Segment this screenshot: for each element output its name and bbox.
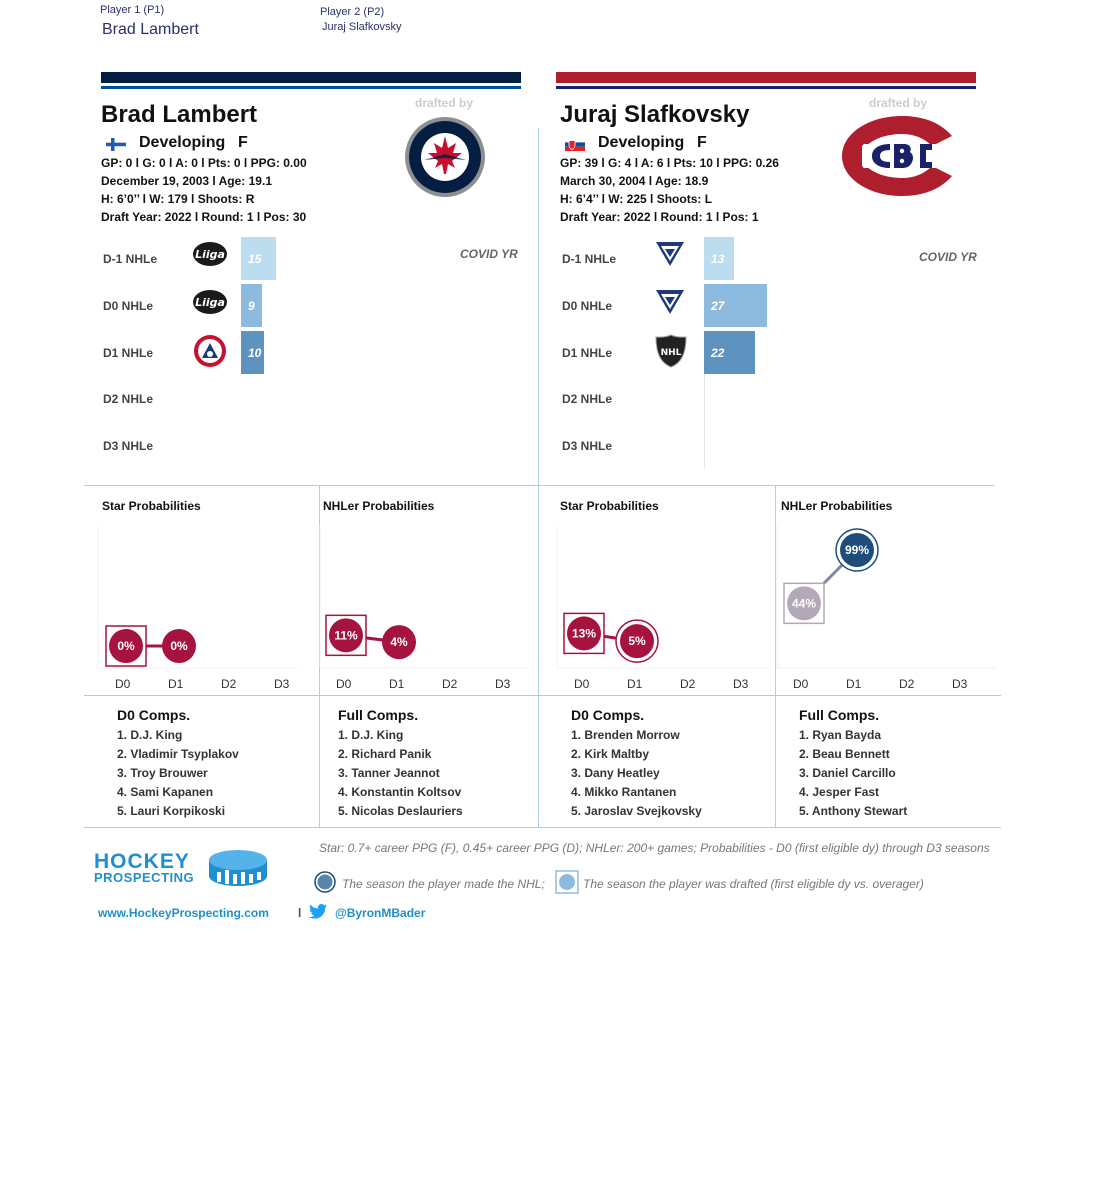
p1-nhler-point-D0 <box>326 615 366 655</box>
axis-tick: D1 <box>389 677 405 691</box>
comp-item: 1. D.J. King <box>338 728 404 742</box>
axis-tick: D1 <box>846 677 862 691</box>
section-divider <box>84 827 1001 828</box>
comps-title: Full Comps. <box>338 707 419 723</box>
p2-full-comps <box>799 707 907 821</box>
p1-name: Brad Lambert <box>101 101 258 128</box>
p1-nhler-point-D1 <box>382 625 416 659</box>
axis-tick: D2 <box>899 677 915 691</box>
axis-tick: D1 <box>168 677 184 691</box>
comps-title: D0 Comps. <box>571 707 645 723</box>
p1-covid-label: COVID YR <box>460 247 518 261</box>
brand-name-bottom: PROSPECTING <box>94 870 195 885</box>
axis-tick: D3 <box>495 677 511 691</box>
p1-nhle-bar-value: 10 <box>248 345 262 360</box>
comp-item: 3. Tanner Jeannot <box>338 766 440 780</box>
drafted-legend-icon <box>555 870 579 894</box>
p2-star-point-D0 <box>564 613 604 653</box>
made-nhl-legend-icon <box>314 871 336 893</box>
p1-full-comps <box>338 707 463 821</box>
p1-nhler-label: 4% <box>390 635 408 650</box>
p2-drafted-by: drafted by <box>869 96 928 110</box>
p1-nhle-row-label: D1 NHLe <box>103 346 154 360</box>
p1-star-title: Star Probabilities <box>102 499 201 513</box>
comp-item: 3. Daniel Carcillo <box>799 766 896 780</box>
p1-position: F <box>238 134 248 151</box>
legend-made-nhl: The season the player made the NHL; <box>342 877 545 891</box>
p1-nhle-row-label: D3 NHLe <box>103 439 154 453</box>
p2-birth-age: March 30, 2004 l Age: 18.9 <box>560 174 709 188</box>
p1-nhler-label: 11% <box>334 628 358 643</box>
p2-status: Developing <box>598 134 685 151</box>
p2-d0-comps <box>571 707 702 821</box>
player2-selector-label: Player 2 (P2) <box>320 6 385 18</box>
comps-title: D0 Comps. <box>117 707 191 723</box>
p2-nhler-label: 44% <box>791 596 817 611</box>
p1-nhle-bar-value: 15 <box>248 251 262 266</box>
website-link[interactable]: www.HockeyProspecting.com <box>98 906 269 920</box>
axis-tick: D0 <box>793 677 809 691</box>
brand-name-top: HOCKEY <box>94 850 190 873</box>
comp-item: 4. Sami Kapanen <box>117 785 214 799</box>
axis-tick: D2 <box>221 677 237 691</box>
axis-tick: D3 <box>733 677 749 691</box>
p2-nhle-row-label: D-1 NHLe <box>562 252 617 266</box>
comp-item: 2. Vladimir Tsyplakov <box>117 747 239 761</box>
p1-status: Developing <box>139 134 226 151</box>
comp-item: 2. Richard Panik <box>338 747 432 761</box>
legend-drafted: The season the player was drafted (first eligible dy vs. overager) <box>583 877 924 891</box>
p1-star-label: 0% <box>170 639 188 653</box>
p2-nhler-point-D0 <box>784 583 824 623</box>
p2-position: F <box>697 134 707 151</box>
p1-stat-line: GP: 0 l G: 0 l A: 0 l Pts: 0 l PPG: 0.00 <box>101 156 307 170</box>
p1-star-point-D1 <box>162 629 196 663</box>
player2-selector[interactable]: Juraj Slafkovsky <box>322 21 402 33</box>
p1-nhle-row-label: D0 NHLe <box>103 299 154 313</box>
p2-nhle-row-label: D2 NHLe <box>562 392 613 406</box>
p2-draft: Draft Year: 2022 l Round: 1 l Pos: 1 <box>560 210 759 224</box>
p2-nhler-title: NHLer Probabilities <box>781 499 893 513</box>
player1-selector-label: Player 1 (P1) <box>100 4 165 16</box>
comp-item: 2. Beau Bennett <box>799 747 890 761</box>
comp-item: 4. Mikko Rantanen <box>571 785 677 799</box>
svg-text:Liiga: Liiga <box>195 248 225 261</box>
p2-nhle-bar-value: 27 <box>711 298 725 313</box>
comp-item: 5. Jaroslav Svejkovsky <box>571 804 702 818</box>
p1-nhle-bar-value: 9 <box>248 298 255 313</box>
footer-separator: l <box>298 906 302 920</box>
comp-item: 1. D.J. King <box>117 728 183 742</box>
p1-nhle-row-label: D2 NHLe <box>103 392 154 406</box>
p2-nhle-row-label: D0 NHLe <box>562 299 613 313</box>
axis-tick: D0 <box>336 677 352 691</box>
axis-tick: D3 <box>274 677 290 691</box>
p1-star-point-D0 <box>106 626 146 666</box>
axis-tick: D3 <box>952 677 968 691</box>
comp-item: 1. Brenden Morrow <box>571 728 680 742</box>
axis-tick: D2 <box>442 677 458 691</box>
p1-d0-comps <box>117 707 239 821</box>
p2-nhle-bar-value: 22 <box>711 345 725 360</box>
comp-item: 3. Dany Heatley <box>571 766 660 780</box>
p1-birth-age: December 19, 2003 l Age: 19.1 <box>101 174 272 188</box>
comps-title: Full Comps. <box>799 707 880 723</box>
p1-nhle-row-label: D-1 NHLe <box>103 252 158 266</box>
p2-star-label: 13% <box>571 626 597 641</box>
puck-logo-icon <box>207 848 269 888</box>
p2-nhle-row-label: D1 NHLe <box>562 346 613 360</box>
comp-item: 3. Troy Brouwer <box>117 766 208 780</box>
svg-text:NHL: NHL <box>660 348 682 358</box>
p2-stat-line: GP: 39 l G: 4 l A: 6 l Pts: 10 l PPG: 0.26 <box>560 156 779 170</box>
p1-star-label: 0% <box>117 639 135 653</box>
p2-star-title: Star Probabilities <box>560 499 659 513</box>
axis-tick: D0 <box>115 677 131 691</box>
p2-covid-label: COVID YR <box>919 250 977 264</box>
p1-nhler-title: NHLer Probabilities <box>323 499 435 513</box>
p1-drafted-by: drafted by <box>415 96 474 110</box>
player1-selector[interactable]: Brad Lambert <box>102 21 199 38</box>
comp-item: 1. Ryan Bayda <box>799 728 882 742</box>
p2-size: H: 6’4’’ l W: 225 l Shoots: L <box>560 192 713 206</box>
comp-item: 4. Konstantin Koltsov <box>338 785 462 799</box>
axis-tick: D0 <box>574 677 590 691</box>
twitter-handle[interactable]: @ByronMBader <box>335 906 426 920</box>
comp-item: 5. Nicolas Deslauriers <box>338 804 463 818</box>
p2-nhle-bar-value: 13 <box>711 251 725 266</box>
comp-item: 2. Kirk Maltby <box>571 747 650 761</box>
p1-draft: Draft Year: 2022 l Round: 1 l Pos: 30 <box>101 210 307 224</box>
p2-star-point-D1 <box>616 620 658 662</box>
comp-item: 4. Jesper Fast <box>799 785 880 799</box>
axis-tick: D1 <box>627 677 643 691</box>
svg-text:Liiga: Liiga <box>195 296 225 309</box>
comp-item: 5. Lauri Korpikoski <box>117 804 226 818</box>
p1-size: H: 6’0’’ l W: 179 l Shoots: R <box>101 192 255 206</box>
p2-nhler-point-D1 <box>836 529 878 571</box>
p2-nhle-row-label: D3 NHLe <box>562 439 613 453</box>
footer-note: Star: 0.7+ career PPG (F), 0.45+ career PPG (D); NHLer: 200+ games; Probabilities - D0 (first eligible dy) through D3 seasons <box>319 841 990 855</box>
p2-name: Juraj Slafkovsky <box>560 101 750 128</box>
twitter-icon[interactable] <box>309 904 327 919</box>
axis-tick: D2 <box>680 677 696 691</box>
p2-nhler-label: 99% <box>844 543 870 557</box>
comp-item: 5. Anthony Stewart <box>799 804 908 818</box>
p2-star-label: 5% <box>628 634 646 649</box>
